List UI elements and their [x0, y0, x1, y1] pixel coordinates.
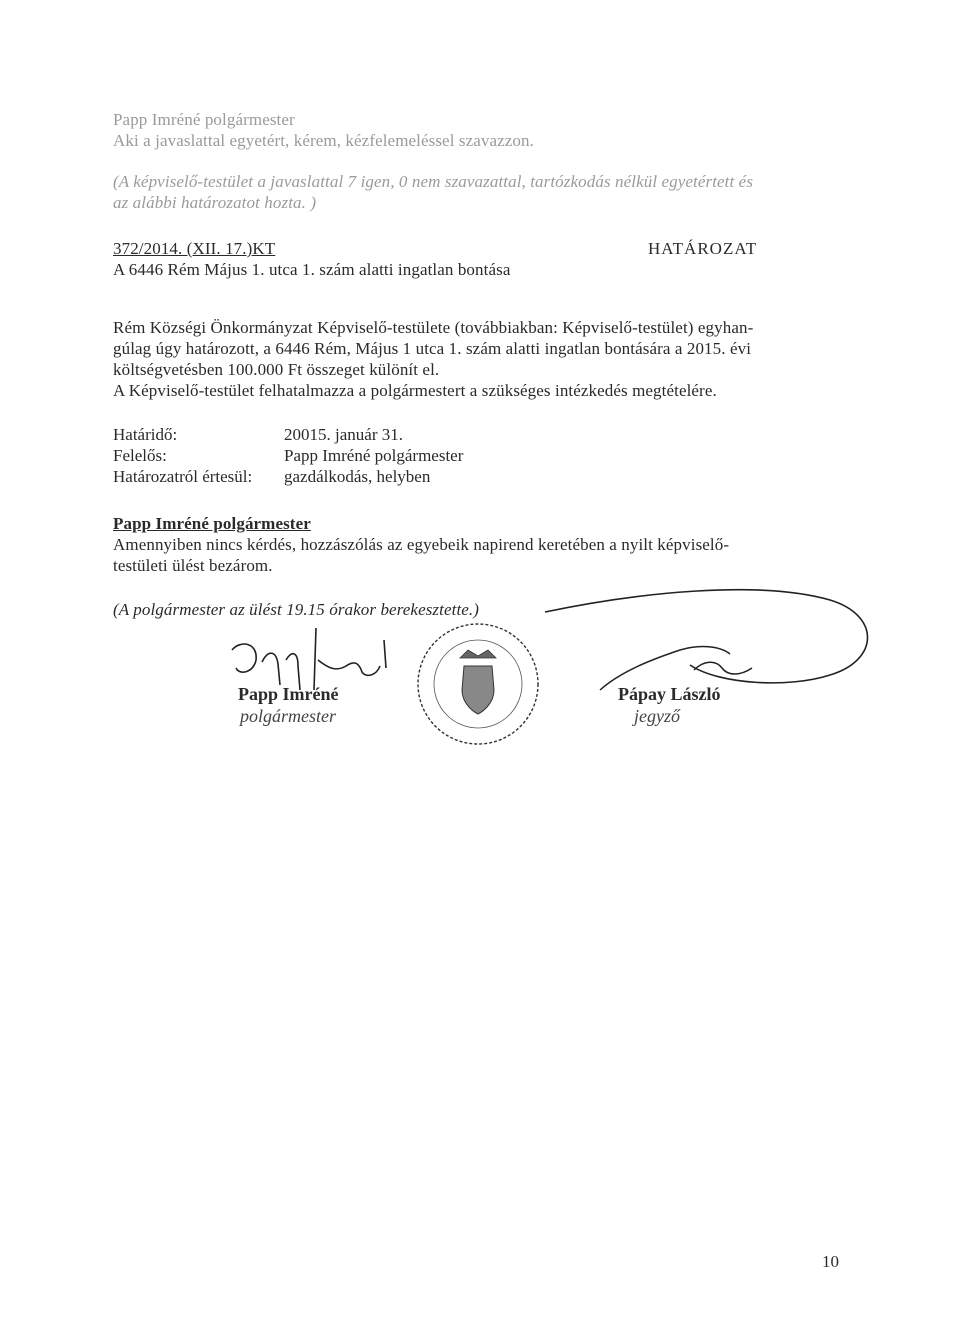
resolution-body-line-3: költségvetésben 100.000 Ft összeget különít el.	[113, 360, 440, 379]
session-end-note: (A polgármester az ülést 19.15 órakor berekesztette.)	[113, 600, 480, 619]
resolution-subject: A 6446 Rém Május 1. utca 1. szám alatti ingatlan bontása	[113, 260, 511, 279]
left-signatory-name: Papp Imréné	[238, 684, 339, 704]
vote-note-line-1: (A képviselő-testület a javaslattal 7 igen, 0 nem szavazattal, tartózkodás nélkül egyetértett és	[113, 172, 754, 191]
resolution-body-line-4: A Képviselő-testület felhatalmazza a polgármestert a szükséges intézkedés megtételére.	[113, 381, 717, 400]
deadline-value: 20015. január 31.	[284, 425, 403, 444]
official-stamp	[418, 624, 538, 744]
responsible-label: Felelős:	[113, 446, 167, 465]
resolution-body-line-1: Rém Községi Önkormányzat Képviselő-testülete (továbbiakban: Képviselő-testület) egyhan-	[113, 318, 754, 337]
resolution-number: 372/2014. (XII. 17.)KT	[113, 239, 276, 258]
left-signatory-role: polgármester	[240, 706, 336, 726]
closing-text-line-2: testületi ülést bezárom.	[113, 556, 273, 575]
signature-left-scribble	[232, 628, 386, 690]
page-number: 10	[822, 1252, 839, 1271]
signature-flourish-right	[545, 590, 868, 683]
closing-text-line-1: Amennyiben nincs kérdés, hozzászólás az egyebeik napirend keretében a nyilt képviselő-	[113, 535, 730, 554]
crown-icon	[460, 650, 496, 658]
resolution-body-line-2: gúlag úgy határozott, a 6446 Rém, Május 1 utca 1. szám alatti ingatlan bontására a 2015. évi	[113, 339, 752, 358]
closing-speaker: Papp Imréné polgármester	[113, 514, 311, 533]
right-signatory-role: jegyző	[634, 706, 680, 726]
deadline-label: Határidő:	[113, 425, 178, 444]
notified-value: gazdálkodás, helyben	[284, 467, 431, 486]
vote-note-line-2: az alábbi határozatot hozta. )	[113, 193, 317, 212]
right-signatory-name: Pápay László	[618, 684, 721, 704]
resolution-title: HATÁROZAT	[648, 239, 758, 258]
vote-call-text: Aki a javaslattal egyetért, kérem, kézfelemeléssel szavazzon.	[113, 131, 534, 150]
responsible-value: Papp Imréné polgármester	[284, 446, 464, 465]
speaker-header: Papp Imréné polgármester	[113, 110, 295, 129]
coat-of-arms-icon	[462, 666, 494, 714]
notified-label: Határozatról értesül:	[113, 467, 253, 486]
